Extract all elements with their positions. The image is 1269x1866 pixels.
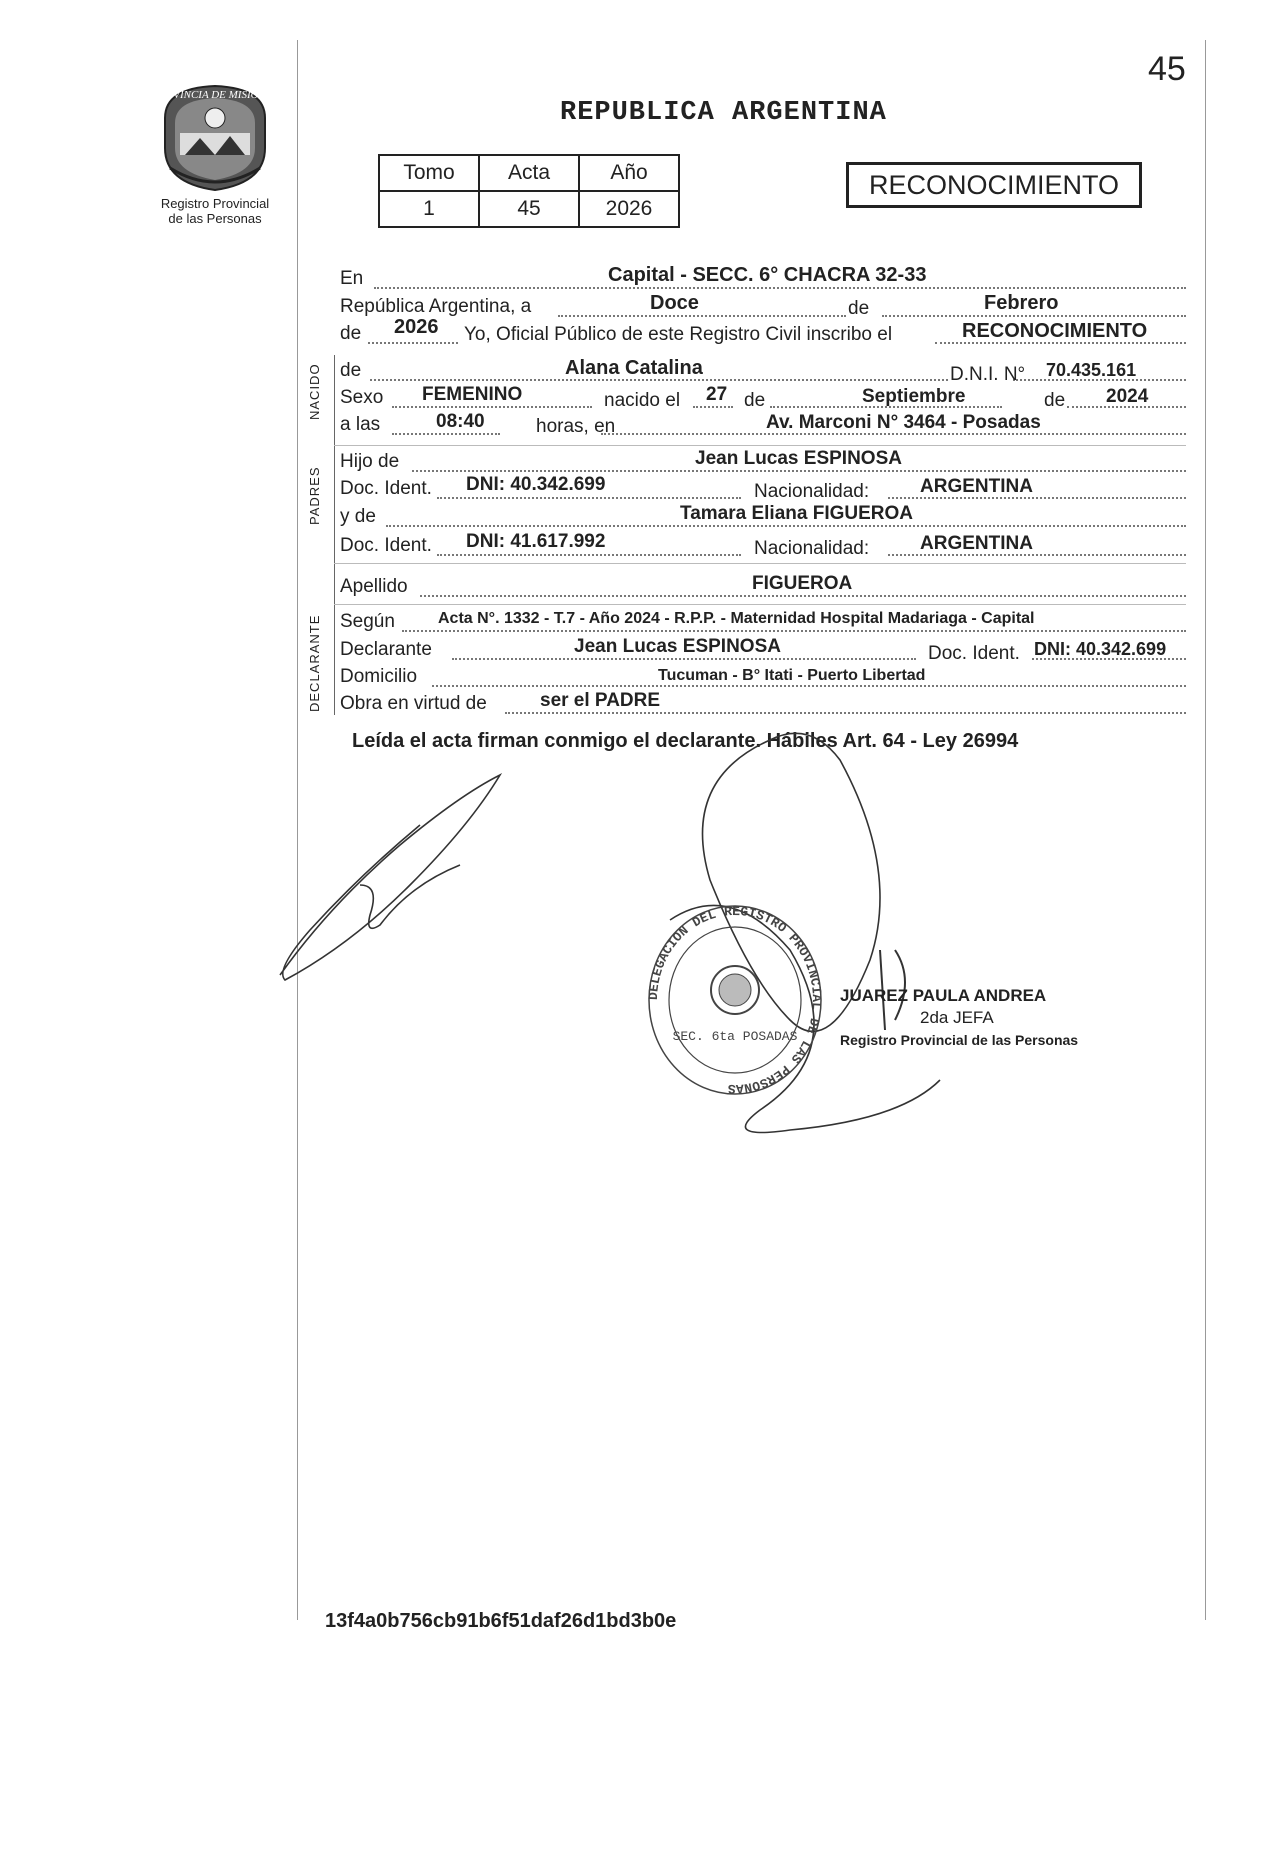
label-republica: República Argentina, a bbox=[340, 296, 532, 317]
acta-header-tomo: Tomo bbox=[379, 155, 479, 191]
closing-statement: Leída el acta firman conmigo el declarante. Hábiles Art. 64 - Ley 26994 bbox=[352, 730, 1019, 752]
official-stamp-text bbox=[840, 985, 1078, 1051]
misiones-seal-logo bbox=[150, 78, 280, 201]
value-madre-doc: DNI: 41.617.992 bbox=[466, 531, 606, 552]
value-en: Capital - SECC. 6° CHACRA 32-33 bbox=[608, 264, 927, 286]
label-sexo: Sexo bbox=[340, 387, 384, 408]
section-rule bbox=[334, 355, 335, 715]
document-type-box: RECONOCIMIENTO bbox=[846, 162, 1142, 208]
official-office: Registro Provincial de las Personas bbox=[840, 1032, 1079, 1048]
acta-value-anio: 2026 bbox=[579, 191, 679, 227]
seal-logo-text: PROVINCIA DE MISIONES bbox=[151, 89, 279, 101]
value-apellido: FIGUEROA bbox=[752, 573, 853, 594]
value-lugar: Av. Marconi N° 3464 - Posadas bbox=[766, 412, 1041, 433]
section-separator bbox=[334, 445, 1186, 446]
declarant-signature bbox=[270, 765, 510, 1000]
row-obra bbox=[340, 693, 1185, 715]
official-name: JUAREZ PAULA ANDREA bbox=[840, 986, 1047, 1005]
right-margin-rule bbox=[1205, 40, 1206, 1620]
value-domicilio: Tucuman - B° Itati - Puerto Libertad bbox=[658, 667, 926, 684]
logo-caption-line2: de las Personas bbox=[168, 211, 262, 226]
value-madre: Tamara Eliana FIGUEROA bbox=[680, 503, 913, 524]
label-nacido-el: nacido el bbox=[604, 390, 681, 411]
section-separator bbox=[334, 563, 1186, 564]
acta-value-acta: 45 bbox=[479, 191, 579, 227]
label-de-anio: de bbox=[340, 323, 362, 344]
stamp-ring-text: DELEGACION DEL REGISTRO PROVINCIAL DE LAS PERSONAS bbox=[645, 903, 825, 1097]
value-declarante: Jean Lucas ESPINOSA bbox=[574, 636, 781, 657]
document-hash: 13f4a0b756cb91b6f51daf26d1bd3b0e bbox=[325, 1610, 677, 1632]
label-horas-en: horas, en bbox=[536, 416, 616, 437]
page-number: 45 bbox=[1148, 50, 1186, 88]
label-nacionalidad: Nacionalidad: bbox=[754, 481, 870, 502]
label-doc-ident-2: Doc. Ident. bbox=[340, 535, 432, 556]
value-hora: 08:40 bbox=[436, 411, 485, 432]
value-padre-doc: DNI: 40.342.699 bbox=[466, 474, 606, 495]
label-obra: Obra en virtud de bbox=[340, 693, 487, 714]
value-sexo: FEMENINO bbox=[422, 384, 523, 405]
label-declarante: Declarante bbox=[340, 639, 432, 660]
section-separator bbox=[334, 604, 1186, 605]
label-de-nacido-anio: de bbox=[1044, 390, 1066, 411]
registry-stamp bbox=[645, 900, 825, 1105]
label-de-nombre: de bbox=[340, 360, 362, 381]
acta-header-anio: Año bbox=[579, 155, 679, 191]
label-oficial: Yo, Oficial Público de este Registro Civil inscribo el bbox=[464, 324, 893, 345]
label-de-mes: de bbox=[848, 298, 870, 319]
side-label-declarante: DECLARANTE bbox=[307, 614, 322, 712]
label-a-las: a las bbox=[340, 414, 381, 435]
value-inscribo: RECONOCIMIENTO bbox=[962, 320, 1148, 342]
value-padre: Jean Lucas ESPINOSA bbox=[695, 448, 902, 469]
acta-value-tomo: 1 bbox=[379, 191, 479, 227]
label-domicilio: Domicilio bbox=[340, 666, 418, 687]
value-mes: Febrero bbox=[984, 292, 1059, 314]
value-dia: Doce bbox=[650, 292, 699, 314]
official-role: 2da JEFA bbox=[920, 1008, 994, 1027]
label-en: En bbox=[340, 268, 364, 289]
label-doc-ident: Doc. Ident. bbox=[340, 478, 432, 499]
label-dni: D.N.I. N° bbox=[950, 364, 1026, 385]
stamp-inner-text: SEC. 6ta POSADAS bbox=[672, 1029, 798, 1044]
label-segun: Según bbox=[340, 611, 395, 632]
value-nacido-dia: 27 bbox=[706, 384, 728, 405]
label-y-de: y de bbox=[340, 506, 376, 527]
side-label-nacido: NACIDO bbox=[307, 363, 322, 420]
value-obra: ser el PADRE bbox=[540, 690, 661, 711]
acta-header-acta: Acta bbox=[479, 155, 579, 191]
logo-caption bbox=[140, 196, 290, 226]
value-segun: Acta N°. 1332 - T.7 - Año 2024 - R.P.P. - Maternidad Hospital Madariaga - Capital bbox=[438, 610, 1035, 627]
value-dni: 70.435.161 bbox=[1046, 360, 1137, 380]
label-apellido: Apellido bbox=[340, 576, 408, 597]
logo-caption-line1: Registro Provincial bbox=[160, 196, 270, 211]
value-madre-nac: ARGENTINA bbox=[920, 533, 1033, 554]
main-title: REPUBLICA ARGENTINA bbox=[560, 98, 887, 128]
label-de-nacido-mes: de bbox=[744, 390, 766, 411]
side-label-padres: PADRES bbox=[307, 466, 322, 525]
label-hijo: Hijo de bbox=[340, 451, 400, 472]
value-nacido-anio: 2024 bbox=[1106, 386, 1149, 407]
label-doc-ident-3: Doc. Ident. bbox=[928, 643, 1020, 664]
value-nombre: Alana Catalina bbox=[565, 357, 703, 379]
value-nacido-mes: Septiembre bbox=[862, 386, 966, 407]
value-anio: 2026 bbox=[394, 316, 439, 338]
value-padre-nac: ARGENTINA bbox=[920, 476, 1033, 497]
value-declarante-doc: DNI: 40.342.699 bbox=[1034, 639, 1167, 659]
label-nacionalidad-2: Nacionalidad: bbox=[754, 538, 870, 559]
acta-table bbox=[378, 154, 680, 228]
